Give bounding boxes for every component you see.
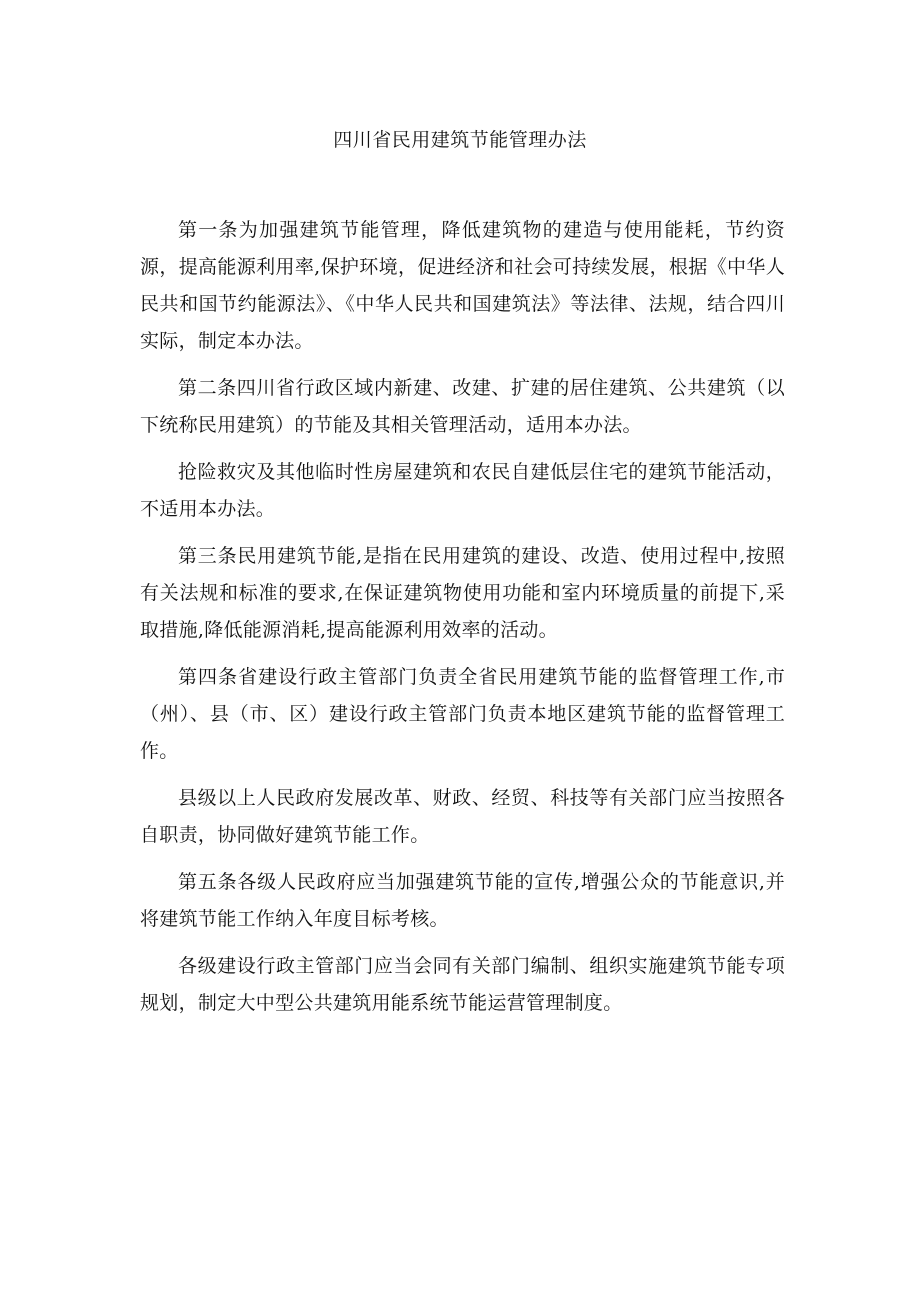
- paragraph-article-2: 第二条四川省行政区域内新建、改建、扩建的居住建筑、公共建筑（以下统称民用建筑）的节能及其相关管理活动，适用本办法。: [140, 377, 785, 436]
- paragraph-article-5-planning: 各级建设行政主管部门应当会同有关部门编制、组织实施建筑节能专项规划，制定大中型公共建筑用能系统节能运营管理制度。: [140, 955, 785, 1014]
- paragraph-article-2-exception: 抢险救灾及其他临时性房屋建筑和农民自建低层住宅的建筑节能活动，不适用本办法。: [140, 461, 785, 520]
- paragraph-article-1: 第一条为加强建筑节能管理，降低建筑物的建造与使用能耗，节约资源，提高能源利用率,保护环境，促进经济和社会可持续发展，根据《中华人民共和国节约能源法》、《中华人民共和国建筑法》等法律、法规，结合四川实际，制定本办法。: [140, 219, 785, 352]
- paragraph-article-3: 第三条民用建筑节能,是指在民用建筑的建设、改造、使用过程中,按照有关法规和标准的要求,在保证建筑物使用功能和室内环境质量的前提下,采取措施,降低能源消耗,提高能源利用效率的活动。: [140, 545, 785, 641]
- document-body: [140, 212, 785, 1032]
- paragraph-article-4-departments: 县级以上人民政府发展改革、财政、经贸、科技等有关部门应当按照各自职责，协同做好建筑节能工作。: [140, 787, 785, 846]
- paragraph-article-5: 第五条各级人民政府应当加强建筑节能的宣传,增强公众的节能意识,并将建筑节能工作纳入年度目标考核。: [140, 871, 785, 930]
- paragraph-article-4: 第四条省建设行政主管部门负责全省民用建筑节能的监督管理工作,市（州）、县（市、区）建设行政主管部门负责本地区建筑节能的监督管理工作。: [140, 666, 785, 762]
- document-title: 四川省民用建筑节能管理办法: [333, 129, 587, 151]
